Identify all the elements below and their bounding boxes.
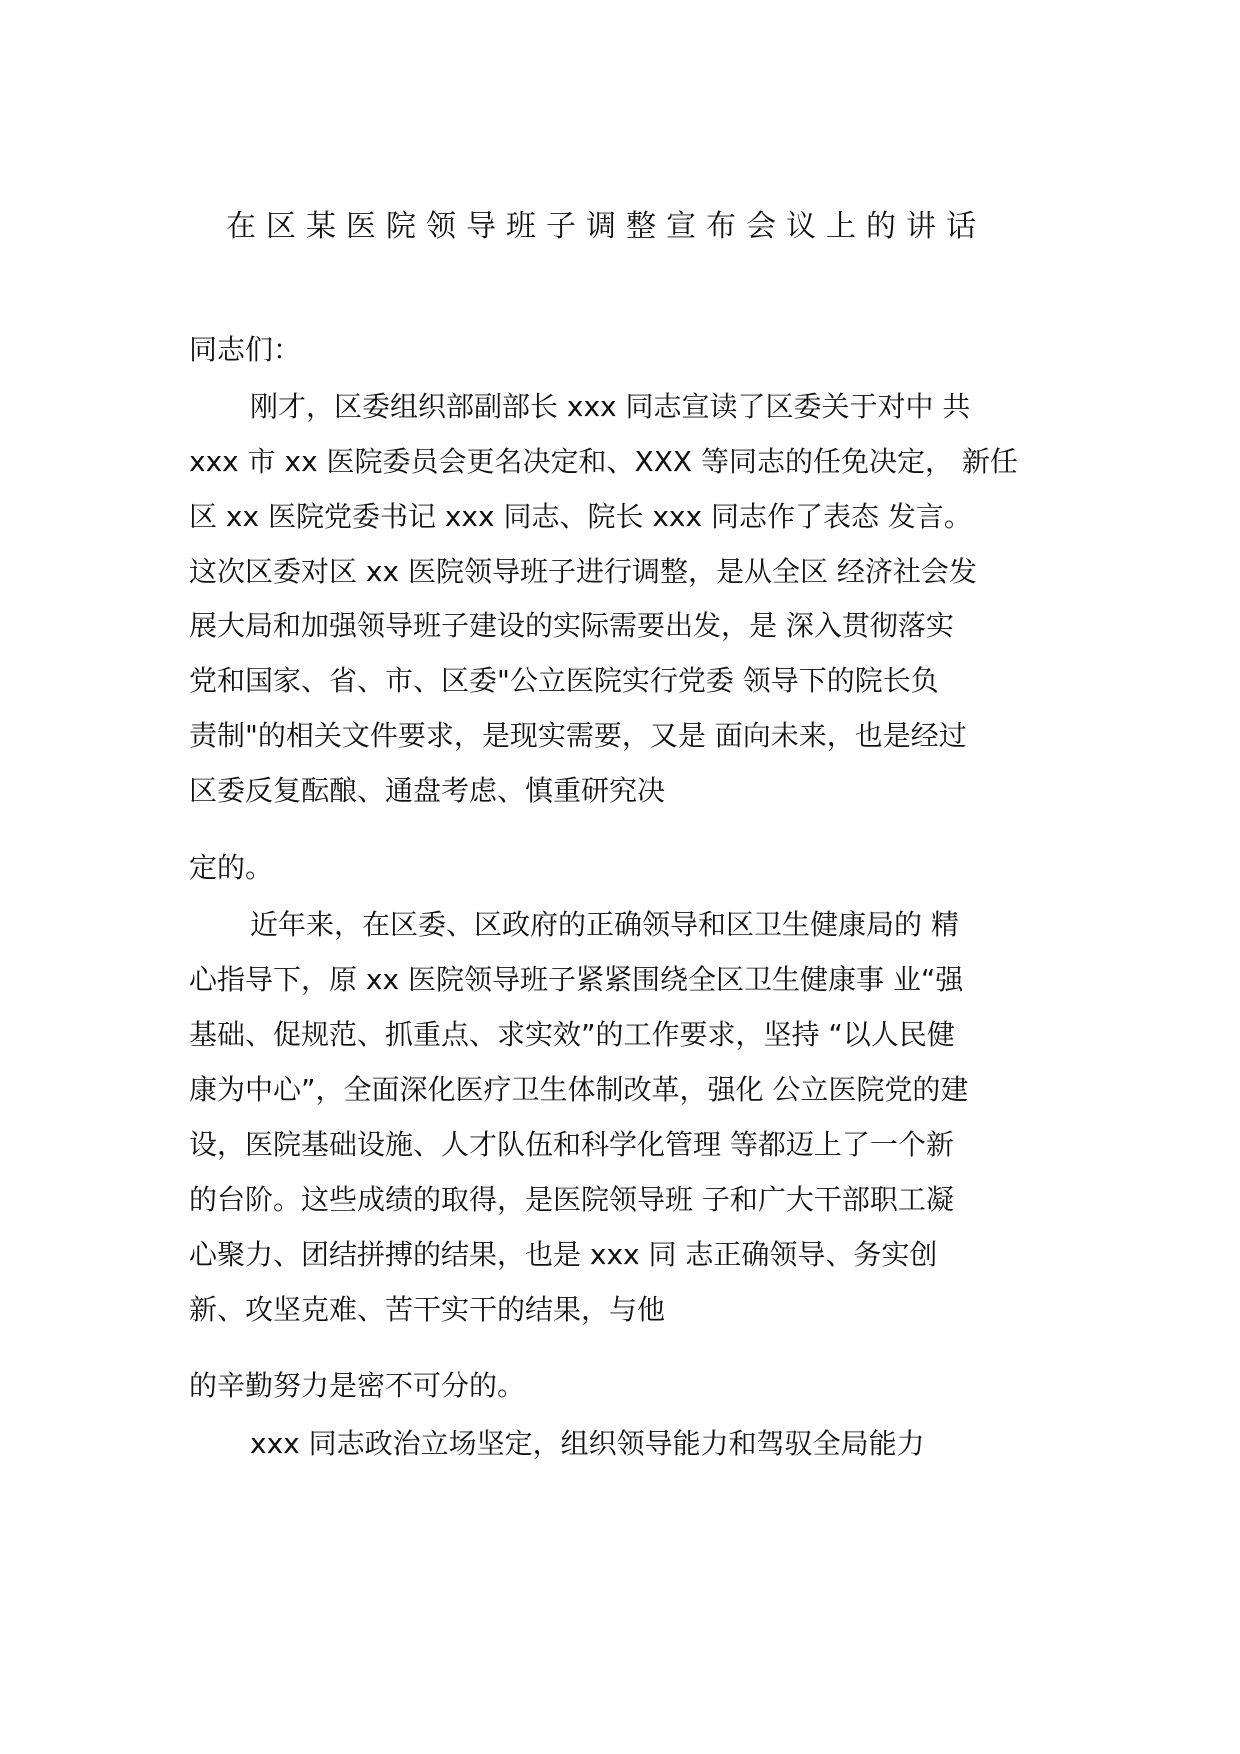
paragraph-line: 康为中心”，全面深化医疗卫生体制改革，强化 公立医院党的建 bbox=[189, 1073, 969, 1106]
document-title: 在区某医院领导班子调整宣布会议上的讲话 bbox=[226, 209, 986, 244]
paragraph-line: 这次区委对区 xx 医院领导班子进行调整，是从全区 经济社会发 bbox=[189, 555, 977, 588]
salutation: 同志们： bbox=[189, 333, 302, 366]
paragraph-line: 设，医院基础设施、人才队伍和科学化管理 等都迈上了一个新 bbox=[189, 1128, 954, 1161]
paragraph-line: xxx 市 xx 医院委员会更名决定和、XXX 等同志的任免决定， 新任 bbox=[189, 445, 1018, 478]
paragraph-line: 的辛勤努力是密不可分的。 bbox=[189, 1369, 526, 1402]
paragraph-line: 定的。 bbox=[189, 851, 274, 884]
paragraph-line: 区委反复酝酿、通盘考虑、慎重研究决 bbox=[189, 774, 666, 807]
paragraph-line: 近年来，在区委、区政府的正确领导和区卫生健康局的 精 bbox=[250, 908, 959, 941]
paragraph-line: 刚才，区委组织部副部长 xxx 同志宣读了区委关于对中 共 bbox=[250, 390, 971, 423]
paragraph-line: 心聚力、团结拼搏的结果，也是 xxx 同 志正确领导、务实创 bbox=[189, 1238, 938, 1271]
paragraph-line: 心指导下，原 xx 医院领导班子紧紧围绕全区卫生健康事 业“强 bbox=[189, 963, 964, 996]
paragraph-line: 区 xx 医院党委书记 xxx 同志、院长 xxx 同志作了表态 发言。 bbox=[189, 500, 972, 533]
paragraph-line: 党和国家、省、市、区委"公立医院实行党委 领导下的院长负 bbox=[189, 664, 939, 697]
paragraph-line: xxx 同志政治立场坚定，组织领导能力和驾驭全局能力 bbox=[250, 1427, 925, 1460]
paragraph-line: 展大局和加强领导班子建设的实际需要出发，是 深入贯彻落实 bbox=[189, 609, 954, 642]
paragraph-line: 基础、促规范、抓重点、求实效”的工作要求，坚持 “以人民健 bbox=[189, 1018, 955, 1051]
paragraph-line: 新、攻坚克难、苦干实干的结果，与他 bbox=[189, 1293, 666, 1326]
paragraph-line: 责制"的相关文件要求，是现实需要，又是 面向未来，也是经过 bbox=[189, 719, 967, 752]
paragraph-line: 的台阶。这些成绩的取得，是医院领导班 子和广大干部职工凝 bbox=[189, 1183, 954, 1216]
